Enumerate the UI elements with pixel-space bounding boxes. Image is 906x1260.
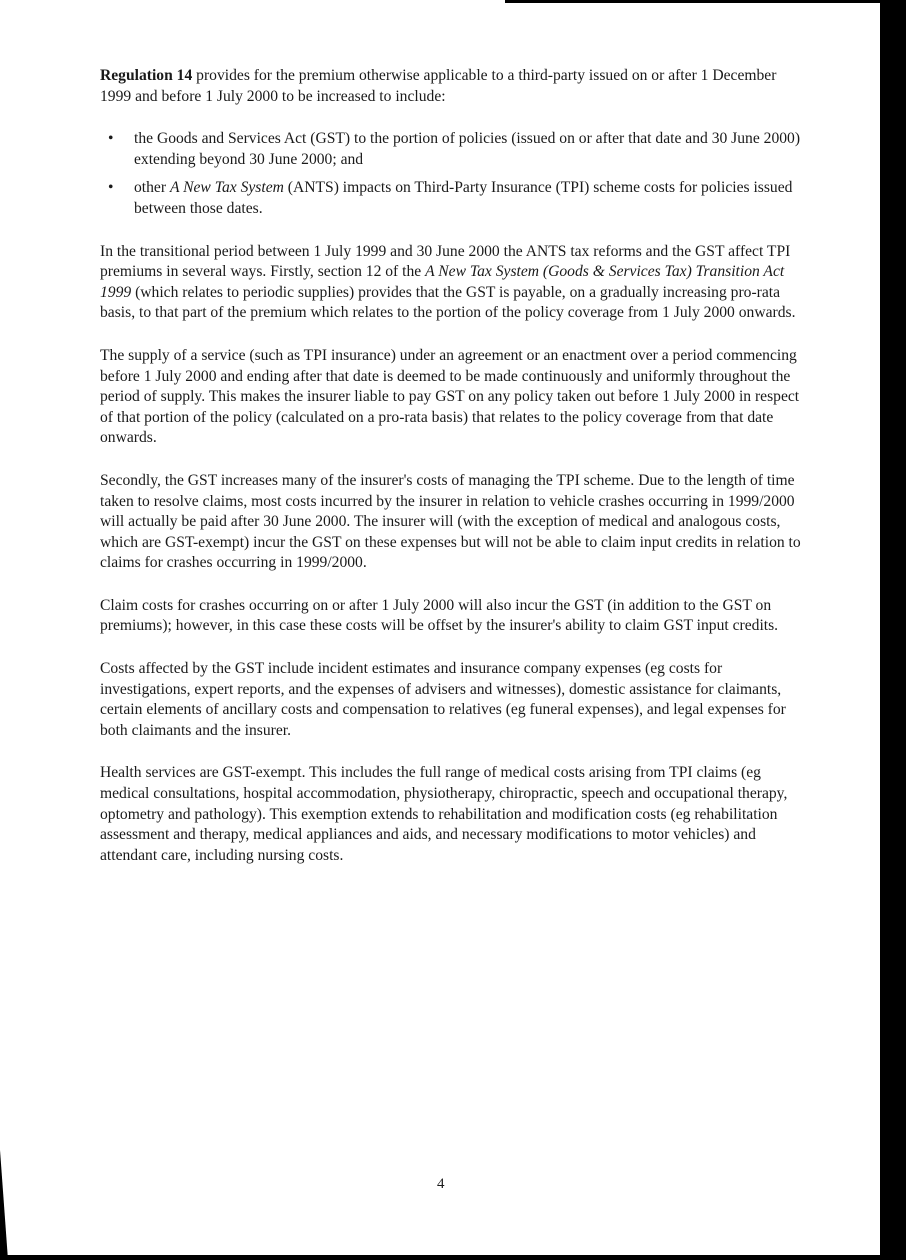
transitional-post: (which relates to periodic supplies) provides that the GST is payable, on a gradually increasing pro-rata basis, to that part of the premium which relates to the portion of the policy coverage from 1 July 2000 onwards. bbox=[100, 283, 796, 322]
costs-affected-paragraph: Costs affected by the GST include incident estimates and insurance company expenses (eg costs for investigations, expert reports, and the expenses of advisers and witnesses), domestic assistance for claimants, certain elements of ancillary costs and compensation to relatives (eg funeral expenses), and legal expenses for both claimants and the insurer. bbox=[100, 660, 786, 739]
page-number: 4 bbox=[437, 1176, 445, 1192]
document-body bbox=[100, 66, 808, 888]
scan-edge-top bbox=[505, 0, 906, 3]
claim-costs-paragraph: Claim costs for crashes occurring on or after 1 July 2000 will also incur the GST (in addition to the GST on premiums); however, in this case these costs will be offset by the insurer's ability to claim GST input credits. bbox=[100, 596, 779, 635]
bullet-item-gst bbox=[100, 129, 808, 170]
insurer-costs-paragraph: Secondly, the GST increases many of the insurer's costs of managing the TPI scheme. Due to the length of time taken to resolve claims, most costs incurred by the insurer in relation to vehicle crashes occurring in 1999/2000 will actually be paid after 30 June 2000. The insurer will (with the exception of medical and analogous costs, which are GST-exempt) incur the GST on these expenses but will not be able to claim input credits in relation to claims for crashes occurring in 1999/2000. bbox=[100, 471, 801, 572]
scan-corner-bottom-left bbox=[0, 1150, 8, 1260]
regulation-paragraph bbox=[100, 66, 808, 107]
supply-paragraph: The supply of a service (such as TPI insurance) under an agreement or an enactment over a period commencing before 1 July 2000 and ending after that date is deemed to be made continuously and uniformly throughout the period of supply. This makes the insurer liable to pay GST on any policy taken out before 1 July 2000 in respect of that portion of the policy (calculated on a pro-rata basis) that relates to the policy coverage from that date onwards. bbox=[100, 346, 800, 447]
bullet-text-post: (ANTS) impacts on Third-Party Insurance (TPI) scheme costs for policies issued between those dates. bbox=[134, 179, 793, 217]
bullet-icon: • bbox=[108, 130, 114, 148]
bullet-icon: • bbox=[108, 179, 114, 197]
regulation-bullet-list bbox=[100, 129, 808, 219]
bullet-text-pre: other bbox=[134, 179, 170, 197]
transitional-paragraph bbox=[100, 242, 808, 324]
bullet-text-italic: A New Tax System bbox=[169, 179, 284, 197]
bullet-item-ants bbox=[100, 178, 808, 219]
bullet-text: the Goods and Services Act (GST) to the portion of policies (issued on or after that date and 30 June 2000) extending beyond 30 June 2000; and bbox=[134, 130, 801, 168]
regulation-intro: provides for the premium otherwise applicable to a third-party issued on or after 1 December 1999 and before 1 July 2000 to be increased to include: bbox=[100, 67, 777, 105]
scan-edge-bottom bbox=[0, 1255, 906, 1260]
transition-act-title: A New Tax System (Goods & Services Tax) Transition Act 1999 bbox=[100, 263, 785, 301]
transitional-pre: In the transitional period between 1 July 1999 and 30 June 2000 the ANTS tax reforms and the GST affect TPI premiums in several ways. Firstly, section 12 of the bbox=[100, 242, 791, 281]
regulation-label: Regulation 14 bbox=[100, 67, 193, 84]
scan-edge-right bbox=[880, 0, 906, 1260]
health-services-paragraph: Health services are GST-exempt. This includes the full range of medical costs arising from TPI claims (eg medical consultations, hospital accommodation, physiotherapy, chiropractic, speech and occupational therapy, optometry and pathology). This exemption extends to rehabilitation and modification costs (eg rehabilitation assessment and therapy, medical appliances and aids, and necessary modifications to motor vehicles) and attendant care, including nursing costs. bbox=[100, 764, 788, 864]
